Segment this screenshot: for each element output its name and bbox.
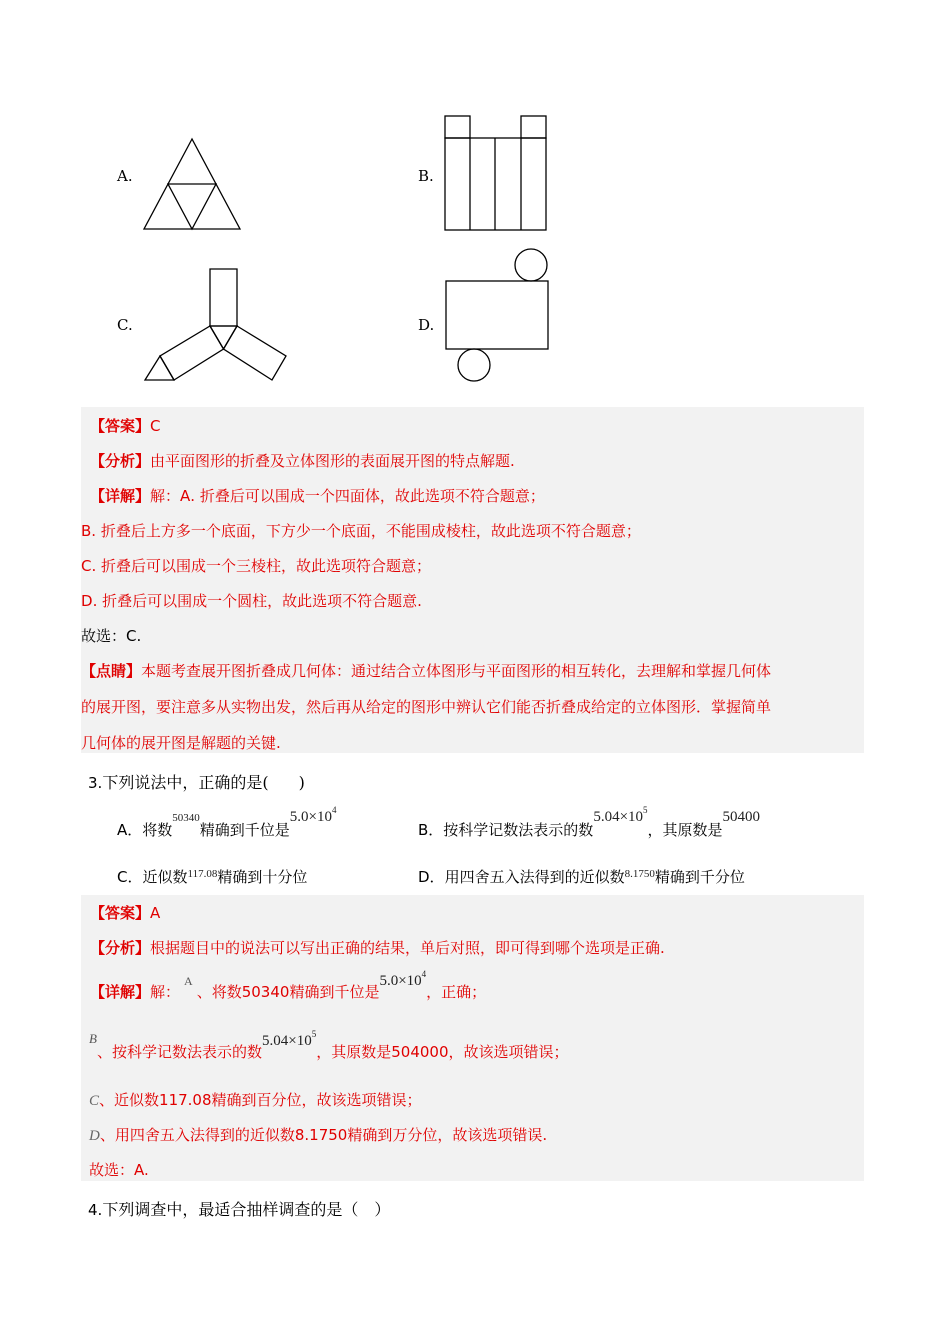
q3-option-d-pre: 用四舍五入法得到的近似数 [444,868,625,886]
q3-option-b-math: $5.04\times 10^5$ [593,805,648,825]
q3-paren-close: ) [298,773,305,792]
q3-option-b [418,805,761,840]
q2-answer-box [81,407,864,753]
q3-option-c-post: 精确到十分位 [217,868,308,886]
option-d-label: D. [418,316,435,334]
q3-stem-text: 下列说法中，正确的是( [102,773,269,792]
detail-c-num: 117.08 [159,1091,212,1109]
q3-option-a-mid: 精确到千位是 [199,821,290,839]
q3-option-c-pre: 近似数 [142,868,188,886]
q3-option-a-letter: A． [117,821,143,839]
comment-tag: 【点睛】 [81,662,142,680]
q2-detail-line-a [90,485,864,506]
detail-c-letter: C [89,1093,100,1109]
q3-detail-line-c [89,1089,864,1110]
q3-answer-line [90,902,864,923]
q3-detail-line-a [90,969,864,1002]
q2-detail-line-b [81,520,864,541]
q3-detail-line-b [89,1029,864,1062]
detail-b-mid: ，其原数是 [316,1043,392,1061]
q3-option-d-letter: D． [418,868,445,886]
q4-stem [88,1197,390,1220]
detail-a-text: . 折叠后可以围成一个四面体，故此选项不符合题意； [190,487,545,505]
choice-value: C. [126,627,142,645]
analysis-tag: 【分析】 [90,452,151,470]
detail-b-text: . 折叠后上方多一个底面，下方少一个底面，不能围成棱柱，故此选项不符合题意； [91,522,641,540]
detail-prefix: 解： [150,487,181,505]
comment-line-1: 本题考查展开图折叠成几何体：通过结合立体图形与平面图形的相互转化，去理解和掌握几何体 [141,662,772,680]
detail-prefix: 解： [150,983,181,1001]
q3-option-a [117,805,337,840]
detail-d-num: 8.1750 [294,1126,348,1144]
q3-choice-line [89,1159,864,1180]
analysis-tag: 【分析】 [90,939,151,957]
answer-value: A [150,904,161,922]
choice-prefix: 故选： [81,627,127,645]
answer-tag: 【答案】 [90,904,151,922]
q3-option-a-pre: 将数 [142,821,173,839]
comment-line-2: 的展开图，要注意多从实物出发，然后再从给定的图形中辨认它们能否折叠成给定的立体图形．掌握简单 [81,698,772,716]
option-a-label: A. [117,167,133,185]
q2-answer-line [90,415,864,436]
q4-number: 4. [88,1201,103,1219]
detail-c-pre: 、近似数 [99,1091,160,1109]
detail-a-mid: 精确到千位是 [289,983,380,1001]
detail-b-post: ，故该选项错误； [448,1043,569,1061]
q3-option-b-pre: 按科学记数法表示的数 [443,821,594,839]
option-c-figure-triangular-prism-net [140,266,290,384]
q3-option-b-num: 50400 [722,809,761,825]
q3-option-b-letter: B． [418,821,444,839]
q3-detail-line-d [89,1124,864,1145]
detail-d-text: . 折叠后可以围成一个圆柱，故此选项不符合题意. [92,592,422,610]
option-a-figure-triangle-net [142,137,242,233]
q3-option-d [418,866,745,887]
detail-d-letter: D [89,1128,100,1144]
detail-a-math: $5.0\times 10^4$ [379,969,427,989]
q3-option-c-num: 117.08 [187,868,218,880]
q2-comment-line-2 [81,696,864,717]
q2-detail-line-d [81,590,864,611]
option-d-figure-cylinder-net [444,247,550,383]
detail-a-pre: 、将数 [196,983,242,1001]
detail-b-math: $5.04\times 10^5$ [262,1029,317,1049]
detail-tag: 【详解】 [90,487,151,505]
q3-option-d-num: 8.1750 [624,868,655,880]
detail-b-num: 504000 [391,1043,449,1061]
detail-c-letter: C [81,557,92,575]
detail-b-letter: B [81,522,92,540]
q3-analysis-line [90,937,864,958]
q3-number: 3. [88,774,103,792]
q2-choice-line [81,625,864,646]
q2-analysis-line [90,450,864,471]
q2-detail-line-c [81,555,864,576]
choice-prefix: 故选： [89,1161,135,1179]
analysis-text: 由平面图形的折叠及立体图形的表面展开图的特点解题. [150,452,515,470]
option-b-figure-prism-net [444,114,548,232]
detail-c-text: . 折叠后可以围成一个三棱柱，故此选项符合题意； [91,557,432,575]
detail-b-pre: 、按科学记数法表示的数 [97,1043,263,1061]
choice-value: A. [134,1161,149,1179]
detail-tag: 【详解】 [90,983,151,1001]
detail-d-post: 精确到万分位，故该选项错误. [347,1126,548,1144]
option-b-label: B. [418,167,434,185]
q3-option-c [117,866,307,887]
detail-c-post: 精确到百分位，故该选项错误； [211,1091,422,1109]
answer-tag: 【答案】 [90,417,151,435]
q3-option-a-math: $5.0\times 10^4$ [289,805,337,825]
q4-stem-text: 下列调查中，最适合抽样调查的是（ ） [102,1200,391,1219]
q3-option-b-mid: ，其原数是 [647,821,723,839]
q3-answer-box [81,895,864,1181]
detail-d-pre: 、用四舍五入法得到的近似数 [99,1126,295,1144]
analysis-text: 根据题目中的说法可以写出正确的结果，单后对照，即可得到哪个选项是正确. [150,939,665,957]
detail-b-letter: B [89,1031,97,1046]
detail-a-letter: A [184,974,193,988]
detail-a-letter: A [180,487,191,505]
q3-option-a-num: 50340 [172,812,200,824]
comment-line-3: 几何体的展开图是解题的关键. [81,734,281,752]
q2-comment-line-3 [81,732,864,753]
detail-a-num: 50340 [241,983,290,1001]
q2-comment-line-1 [81,660,864,681]
q3-stem [88,770,305,793]
option-c-label: C. [117,316,133,334]
detail-d-letter: D [81,592,93,610]
answer-value: C [150,417,161,435]
q3-option-c-letter: C． [117,868,143,886]
detail-a-post: ，正确； [426,983,487,1001]
q3-option-d-post: 精确到千分位 [654,868,745,886]
